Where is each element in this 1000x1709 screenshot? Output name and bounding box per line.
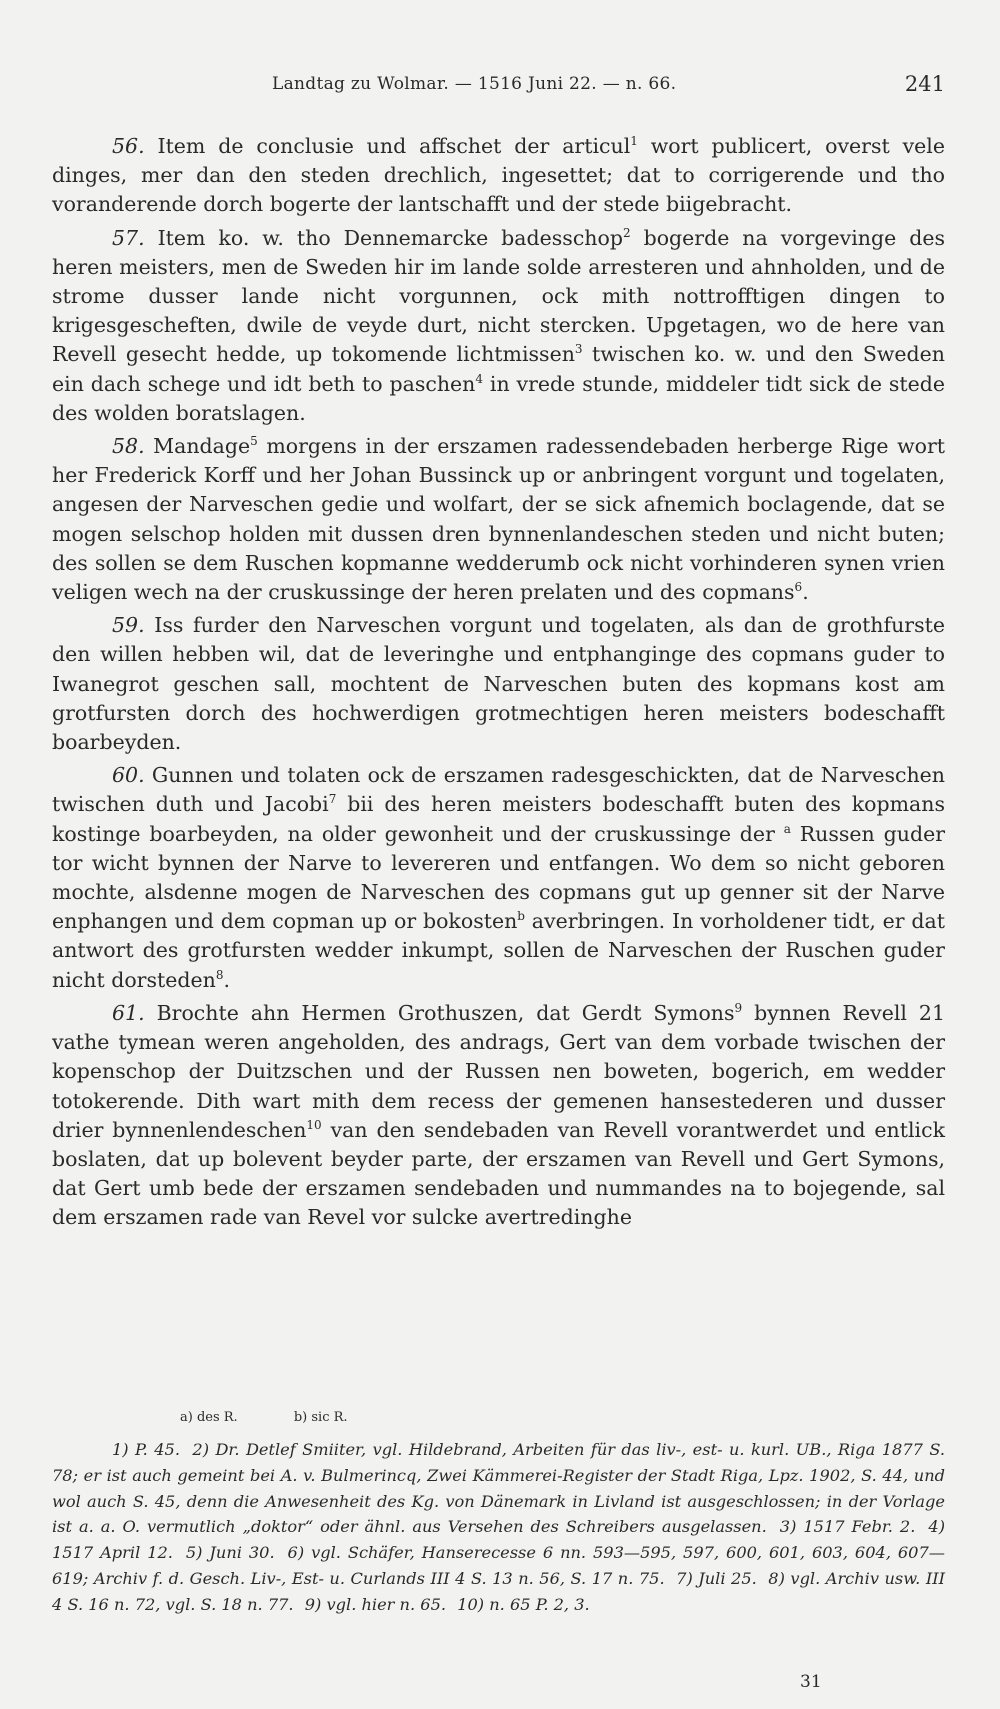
footnote-ref: 1: [630, 134, 638, 148]
footnote-ref: 8: [215, 967, 224, 982]
footnote-text: Dr. Detlef Smiiter, vgl. Hildebrand, Arbeiten für das liv-, est- u. kurl. UB., Riga 1877 S. 78; er ist auch gemeint bei A. v. Bulmerincq, Zwei Kämmerei-Register der Stadt Riga, Lpz. 1902, S. 44, und wol auch S. 45, denn die Anwesenheit des Kg. von Dänemark in Livland ist ausgeschlossen; in der Vorlage ist a. a. O. vermutlich „doktor“ oder ähnl. aus Versehen des Schreibers ausgelassen.: [52, 1440, 945, 1537]
footnote-text: vgl. hier n. 65.: [326, 1594, 447, 1614]
footnote-text: Juli 25.: [698, 1568, 757, 1588]
paragraph-text: bogerde na vorgevinge des heren meisters, men de Sweden hir im lande solde arresteren und ahnholden, und de strome dusser lande nicht vorgunnen, ock mith nottrofftigen dingen to krigesgescheften, dwile de veyde durt, nicht stercken. Upgetagen, wo de here van Revell gesecht hedde, up tokomende lichtmissen: [52, 225, 945, 367]
text-note: b) sic R.: [293, 1410, 348, 1425]
footnote-text: vgl. Schäfer, Hanserecesse 6 nn. 593—595, 597, 600, 601, 603, 604, 607—619; Archiv f. d. Gesch. Liv-, Est- u. Curlands III 4 S. 13 n. 56, S. 17 n. 75.: [52, 1543, 945, 1588]
footnote-number: 2): [192, 1440, 216, 1459]
paragraph-text: bynnen Revell 21 vathe tymean weren angeholden, des andrags, Gert van dem vorbade twischen der kopenschop der Duitzschen und der Russen nen boweten, bogerich, em wedder totokerende. Dith wart mith dem recess der gemenen hansestederen und dusser drier bynnenlendeschen: [52, 1000, 945, 1142]
footnote-number: 1): [112, 1440, 136, 1459]
paragraph-text: van den sendebaden van Revell vorantwerdet und entlick boslaten, dat up bolevent beyder parte, der erszamen van Revell und Gert Symons, dat Gert umb bede der erszamen sendebaden und nummandes na to bojegende, sal dem erszamen rade van Revel vor sulcke avertredinghe: [52, 1117, 945, 1230]
footnote: [112, 1440, 180, 1459]
paragraph-text: morgens in der erszamen radessendebaden herberge Rige wort her Frederick Korff und her Johan Bussinck up or anbringent vorgunt und togelaten, angesen der Narveschen gedie und wolfart, der se sick afnemich boclagende, dat se mogen selschop holden mit dussen dren bynnenlandeschen steden und nicht buten; des sollen se dem Ruschen kopmanne wedderumb ock nicht vorhinderen synen vrien veligen wech na der cruskussinge der heren prelaten und des copmans: [52, 434, 945, 605]
paragraph-59: [52, 611, 945, 757]
footnote-text: 1517 Febr. 2.: [803, 1517, 916, 1537]
paragraph-number: 59.: [112, 613, 155, 638]
footnote-ref: 5: [250, 434, 258, 449]
paragraph-text: twischen ko. w. und den Sweden ein dach schege und idt beth to paschen: [52, 342, 945, 396]
text-note: a) des R.: [180, 1410, 238, 1425]
paragraph-number: 56.: [112, 134, 158, 158]
paragraph-text: Item ko. w. tho Dennemarcke badesschop: [157, 225, 623, 250]
paragraph-text: bii des heren meisters bodeschafft buten des kopmans kostinge boarbeyden, na older gewonheit und der cruskussinge der: [52, 792, 945, 846]
paragraph-text: Mandage: [153, 434, 251, 459]
footnote-text: vgl. Archiv usw. III 4 S. 16 n. 72, vgl. S. 18 n. 77.: [52, 1568, 945, 1614]
paragraph-61: [52, 999, 945, 1233]
footnote-number: 10): [457, 1594, 490, 1614]
page-number: 241: [904, 72, 945, 96]
signature-mark: 31: [800, 1672, 822, 1692]
footnote-text: 1517 April 12.: [52, 1543, 173, 1563]
footnote-ref: 6: [794, 580, 803, 595]
main-text: [52, 132, 945, 1237]
footnote-text: P. 45.: [135, 1440, 180, 1459]
footnote-text: n. 65 P. 2, 3.: [489, 1594, 590, 1614]
footnote-number: 4): [928, 1517, 946, 1537]
paragraph-text: .: [223, 967, 230, 992]
paragraph-text: Brochte ahn Hermen Grothuszen, dat Gerdt Symons: [156, 1000, 735, 1025]
paragraph-58: [52, 432, 945, 607]
footnote-block: [52, 1437, 945, 1618]
footnote-number: 8): [768, 1568, 791, 1588]
header-title: Landtag zu Wolmar. — 1516 Juni 22. — n. 66.: [272, 74, 677, 94]
footnote: [780, 1517, 916, 1536]
footnote-ref: 3: [574, 342, 583, 357]
footnote: [676, 1569, 757, 1588]
footnote-ref: 4: [475, 371, 483, 386]
paragraph-56: [52, 132, 945, 220]
footnote: [457, 1595, 589, 1614]
paragraph-text: Russen guder tor wicht bynnen der Narve to levereren und entfangen. Wo dem so nicht geboren mochte, alsdenne mogen de Narveschen des copmans gut up genner sit der Narve enphangen und dem copman up or bokosten: [52, 821, 945, 934]
paragraph-text: Iss furder den Narveschen vorgunt und togelaten, als dan de grothfurste den willen hebben wil, dat de leveringhe und entphanginge des copmans guder to Iwanegrot geschen sall, mochtent de Narveschen buten des kopmans kost am grotfursten dorch des hochwerdigen grotmechtigen heren meisters bodeschafft boarbeyden.: [52, 613, 945, 755]
paragraph-text: Gunnen und tolaten ock de erszamen radesgeschickten, dat de Narveschen twischen duth und Jacobi: [52, 763, 945, 817]
footnote-ref: 7: [328, 792, 337, 807]
footnote-number: 6): [287, 1543, 312, 1563]
paragraph-text: wort publicert, overst vele dinges, mer dan den steden drechlich, ingesettet; dat to corrigerende und tho voranderende dorch bogerte der lantschafft und der stede biigebracht.: [52, 134, 945, 217]
footnote-number: 7): [676, 1568, 699, 1588]
footnote-number: 5): [185, 1543, 210, 1563]
text-notes: [180, 1410, 400, 1425]
footnote-number: 9): [304, 1594, 327, 1614]
footnote-ref: 2: [622, 225, 631, 240]
paragraph-number: 61.: [112, 1000, 157, 1025]
paragraph-text: averbringen. In vorholdener tidt, er dat antwort des grotfursten wedder inkumpt, sollen de Narveschen der Ruschen guder nicht dorsteden: [52, 909, 945, 992]
paragraph-60: [52, 761, 945, 995]
paragraph-text: .: [802, 580, 809, 605]
footnote: [186, 1543, 275, 1562]
footnote-ref: a: [783, 821, 791, 836]
footnote-number: 3): [779, 1517, 804, 1537]
footnotes: [52, 1437, 945, 1618]
footnote-ref: 9: [734, 1000, 743, 1015]
paragraph-number: 57.: [112, 225, 158, 250]
paragraph-number: 60.: [112, 763, 152, 788]
paragraph-57: [52, 224, 945, 428]
paragraph-text: Item de conclusie und affschet der articul: [157, 134, 631, 158]
footnote-ref: 10: [306, 1117, 322, 1132]
footnote-ref: b: [517, 909, 525, 924]
paragraph-number: 58.: [112, 434, 154, 459]
footnote: [305, 1595, 446, 1614]
paragraph-text: in vrede stunde, middeler tidt sick de stede des wolden boratslagen.: [52, 371, 945, 425]
footnote-text: Juni 30.: [209, 1543, 275, 1563]
running-header: [52, 74, 945, 108]
